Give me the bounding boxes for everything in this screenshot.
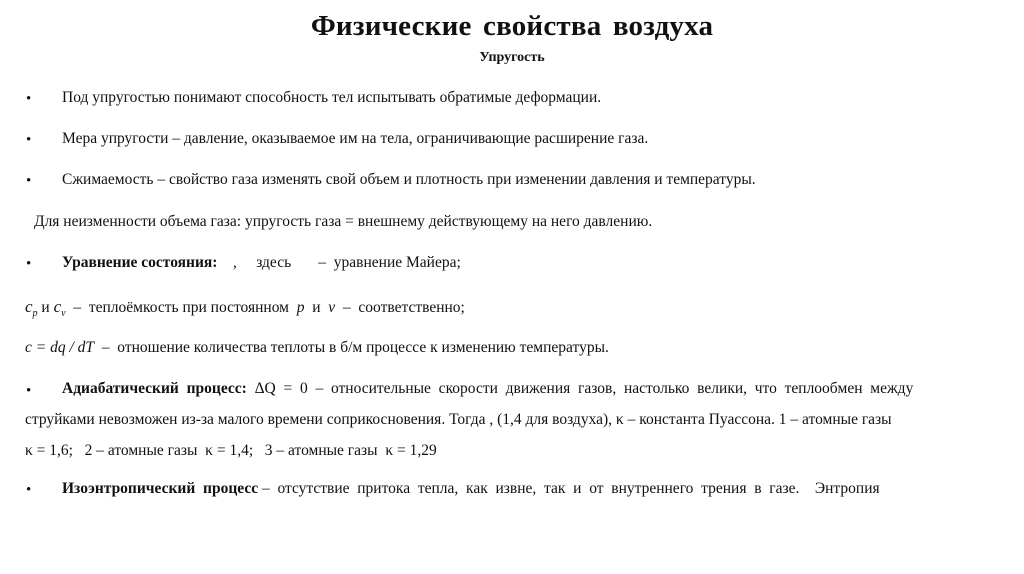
respectively-text: – соответственно;	[335, 299, 465, 316]
cv-subscript: v	[61, 308, 66, 320]
cp-subscript: p	[32, 308, 38, 320]
adiabatic-line-3: κ = 1,6; 2 – атомные газы κ = 1,4; 3 – атомные газы κ = 1,29	[25, 442, 437, 459]
cv-symbol: c	[53, 297, 62, 316]
p-symbol: p	[296, 299, 305, 316]
bullet-text-compressibility: Сжимаемость – свойство газа изменять свой объем и плотность при изменении давления и температуры.	[62, 171, 756, 188]
bullet-marker: •	[26, 173, 32, 189]
bullet-marker: •	[26, 256, 32, 272]
slide-subtitle: Упругость	[479, 50, 545, 65]
bullet-marker: •	[26, 132, 32, 148]
state-equation-text: , здесь – уравнение Майера;	[217, 254, 461, 271]
c-formula: c = dq / dT	[25, 339, 95, 356]
bullet-text-elasticity-measure: Мера упругости – давление, оказываемое им на тела, ограничивающие расширение газа.	[62, 130, 649, 147]
and-text-2: и	[304, 299, 329, 316]
cp-symbol: c	[25, 297, 33, 316]
bullet-text-elasticity-definition: Под упругостью понимают способность тел испытывать обратимые деформации.	[62, 89, 602, 106]
text-volume-constancy: Для неизменности объема газа: упругость газа = внешнему действующему на него давлению.	[34, 213, 653, 230]
slide-title: Физические свойства воздуха	[310, 10, 714, 42]
adiabatic-text-1: ΔQ = 0 – относительные скорости движения газов, настолько велики, что теплообмен между	[246, 380, 914, 397]
adiabatic-line-1	[62, 380, 1018, 398]
c-formula-text: – отношение количества теплоты в б/м процессе к изменению температуры.	[94, 339, 609, 356]
adiabatic-line-2: струйками невозможен из-за малого времени соприкосновения. Тогда , (1,4 для воздуха), κ – константа Пуассона. 1 – атомные газы	[25, 411, 892, 428]
state-equation-heading: Уравнение состояния:	[62, 254, 218, 271]
bullet-marker: •	[26, 91, 32, 107]
and-text: и	[37, 299, 54, 316]
isoentropic-text: – отсутствие притока тепла, как извне, так и от внутреннего трения в газе. Энтропия	[258, 480, 880, 497]
bullet-marker: •	[26, 383, 32, 399]
text-heat-capacity	[25, 297, 465, 319]
isoentropic-line	[62, 480, 880, 498]
bullet-marker: •	[26, 482, 32, 498]
isoentropic-heading: Изоэнтропический процесс	[62, 480, 259, 497]
v-symbol: v	[328, 299, 336, 316]
bullet-text-state-equation	[62, 254, 461, 272]
heat-capacity-text: – теплоёмкость при постоянном	[65, 299, 297, 316]
text-heat-capacity-formula	[25, 339, 609, 357]
adiabatic-heading: Адиабатический процесс:	[62, 380, 247, 397]
